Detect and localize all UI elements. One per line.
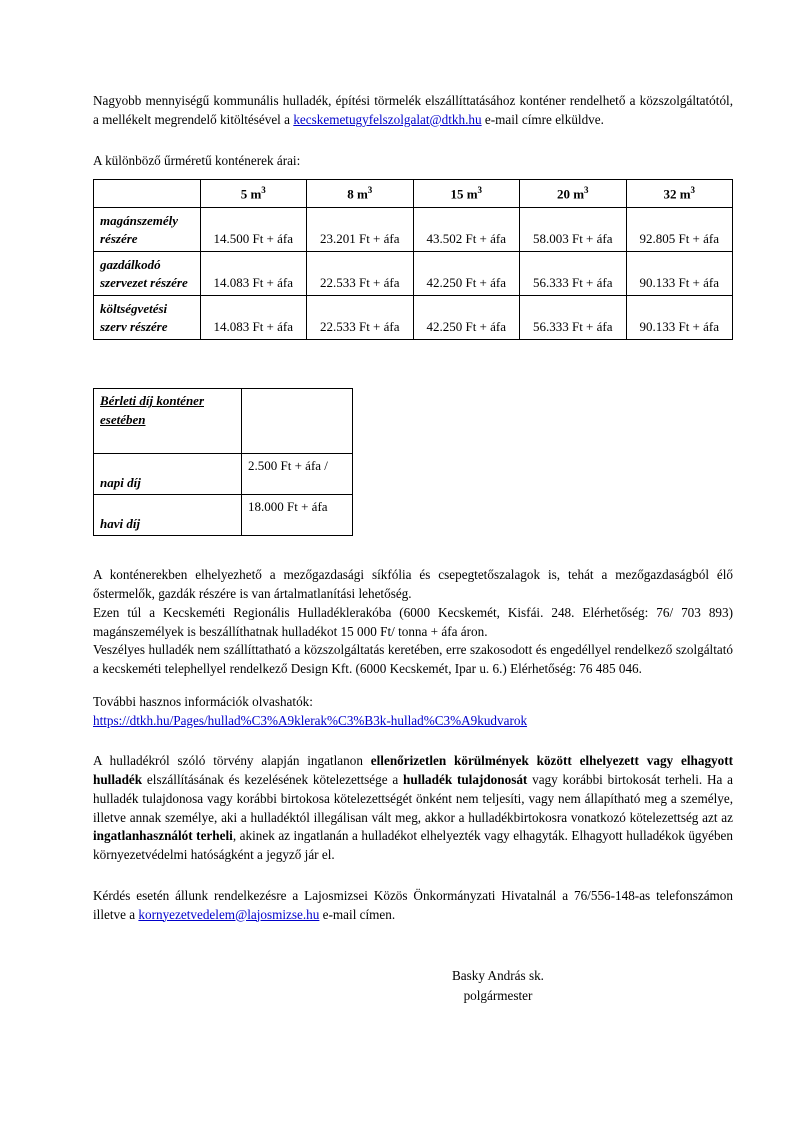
- law-text-4: , akinek az ingatlanán a hulladékot elhelyezték vagy elhagyták. Elhagyott hulladékok ügyében környezetvédelmi hatóságként a jegyző jár el.: [93, 828, 733, 863]
- cell-koltsegvetesi-15: 42.250 Ft + áfa: [413, 296, 520, 340]
- col-header-8m3: 8 $m^3$: [307, 180, 414, 208]
- col-header-15m3: 15 $m^3$: [413, 180, 520, 208]
- sup-3: 3: [367, 185, 373, 196]
- cell-gazdalkodo-5: 14.083 Ft + áfa: [200, 252, 307, 296]
- paragraph-agricultural-film: A konténerekben elhelyezhető a mezőgazdasági síkfólia és csepegtetőszalagok is, tehát a mezőgazdaságból élő őstermelők, gazdák részére is van ártalmatlanítási lehetőség.: [93, 567, 733, 602]
- table-row: [94, 252, 733, 296]
- cell-koltsegvetesi-32: 90.133 Ft + áfa: [626, 296, 733, 340]
- spacer: [93, 730, 733, 752]
- rental-row-label-napi: napi díj: [94, 454, 242, 495]
- spacer: [93, 142, 733, 152]
- environment-email-link[interactable]: kornyezetvedelem@lajosmizse.hu: [138, 906, 320, 922]
- cell-gazdalkodo-20: 56.333 Ft + áfa: [520, 252, 627, 296]
- law-bold-1: ellenőrizetlen körülmények között elhelyezett vagy elhagyott hulladék: [93, 753, 734, 788]
- law-text-1: A hulladékról szóló törvény alapján ingatlanon: [93, 753, 371, 769]
- col-header-32m3: 32 $m^3$: [626, 180, 733, 208]
- intro-paragraph: [93, 92, 733, 129]
- col-header-20m3: 20 $m^3$: [520, 180, 627, 208]
- cell-maganszemely-8: 23.201 Ft + áfa: [307, 208, 414, 252]
- table-corner-cell: [94, 180, 201, 208]
- row-label-koltsegvetesi: költségvetési szerv részére: [94, 296, 201, 340]
- contact-text-1: Kérdés esetén állunk rendelkezésre a Lajosmizsei Közös Önkormányzati Hivatalnál a 76/556-148-as telefonszámon illetve a: [93, 887, 733, 922]
- cell-gazdalkodo-32: 90.133 Ft + áfa: [626, 252, 733, 296]
- row-label-gazdalkodo: gazdálkodó szervezet részére: [94, 252, 201, 296]
- cell-maganszemely-32: 92.805 Ft + áfa: [626, 208, 733, 252]
- rental-table-header: Bérleti díj konténer esetében: [94, 389, 242, 454]
- price-table-caption: A különböző űrméretű konténerek árai:: [93, 153, 301, 169]
- paragraph-waste-law: [93, 752, 733, 864]
- cell-maganszemely-15: 43.502 Ft + áfa: [413, 208, 520, 252]
- law-text-2: elszállításának és kezelésének kötelezettsége a: [142, 772, 404, 788]
- sup-3: 3: [584, 185, 589, 196]
- law-bold-3: ingatlanhasználót terheli: [93, 828, 233, 844]
- spacer: [93, 679, 733, 693]
- rental-row-label-havi: havi díj: [94, 495, 242, 536]
- info-link-paragraph: [93, 712, 733, 731]
- rental-row-value-napi: 2.500 Ft + áfa /: [242, 454, 353, 495]
- table-row: [94, 208, 733, 252]
- table-row: [94, 296, 733, 340]
- table-header-row: [94, 180, 733, 208]
- cell-gazdalkodo-8: 22.533 Ft + áfa: [307, 252, 414, 296]
- rental-table-empty-cell: [242, 389, 353, 454]
- cell-koltsegvetesi-5: 14.083 Ft + áfa: [200, 296, 307, 340]
- row-label-maganszemely: magánszemély részére: [94, 208, 201, 252]
- dtkh-info-link[interactable]: https://dtkh.hu/Pages/hullad%C3%A9klerak%C3%B3k-hullad%C3%A9kudvarok: [93, 712, 528, 728]
- sup-3: 3: [477, 185, 483, 196]
- table-row: [94, 495, 353, 536]
- order-email-link[interactable]: kecskemetugyfelszolgalat@dtkh.hu: [293, 111, 482, 127]
- col-header-5m3: 5 $m^3$: [200, 180, 307, 208]
- spacer: [93, 865, 733, 887]
- cell-koltsegvetesi-20: 56.333 Ft + áfa: [520, 296, 627, 340]
- cell-koltsegvetesi-8: 22.533 Ft + áfa: [307, 296, 414, 340]
- cell-maganszemely-5: 14.500 Ft + áfa: [200, 208, 307, 252]
- sup-3: 3: [690, 185, 696, 196]
- signature-title: polgármester: [463, 988, 533, 1004]
- cell-gazdalkodo-15: 42.250 Ft + áfa: [413, 252, 520, 296]
- sup-3: 3: [261, 185, 266, 196]
- signature-block: [93, 966, 733, 1006]
- container-price-table: [93, 179, 733, 340]
- contact-text-2: e-mail címen.: [319, 906, 396, 922]
- cell-maganszemely-20: 58.003 Ft + áfa: [520, 208, 627, 252]
- intro-text-start: Nagyobb mennyiségű kommunális hulladék, építési törmelék elszállíttatásához konténer rendelhető a közszolgáltatótól, a mellékelt megrendelő kitöltésével a: [93, 93, 733, 127]
- table-row: [94, 454, 353, 495]
- rental-row-value-havi: 18.000 Ft + áfa: [242, 495, 353, 536]
- paragraph-contact: [93, 887, 733, 924]
- rental-fee-table: [93, 388, 353, 536]
- law-text-3: vagy korábbi birtokosát terheli. Ha a hulladék tulajdonosa vagy korábbi birtokosa kötelezettségét önként nem teljesíti, vagy nem állapítható meg a személye, illetve annak személye, aki a hulladéktól illegálisan vált meg, akkor a hulladékbirtokosra vonatkozó kötelezettség azt az: [93, 772, 733, 825]
- intro-text-end: e-mail címre elküldve.: [481, 111, 604, 127]
- info-label: További hasznos információk olvashatók:: [93, 693, 313, 709]
- signature-name: Basky András sk.: [452, 968, 544, 984]
- spacer: [93, 536, 733, 566]
- paragraph-regional-landfill: Ezen túl a Kecskeméti Regionális Hulladéklerakóba (6000 Kecskemét, Kisfái. 248. Elérhetőség: 76/ 703 893) magánszemélyek is beszállíthatnak hulladékot 15 000 Ft/ tonna + áfa áron.: [93, 604, 733, 639]
- spacer: [93, 370, 733, 384]
- paragraph-hazardous-waste: Veszélyes hulladék nem szállíttatható a közszolgáltatás keretében, erre szakosodott és engedéllyel rendelkező szolgáltató a kecskeméti telephellyel rendelkező Design Kft. (6000 Kecskemét, Ipar u. 6.) Elérhetőség: 76 485 046.: [93, 642, 733, 677]
- spacer: [93, 340, 733, 370]
- law-bold-2: hulladék tulajdonosát: [403, 772, 528, 788]
- table-row: [94, 389, 353, 454]
